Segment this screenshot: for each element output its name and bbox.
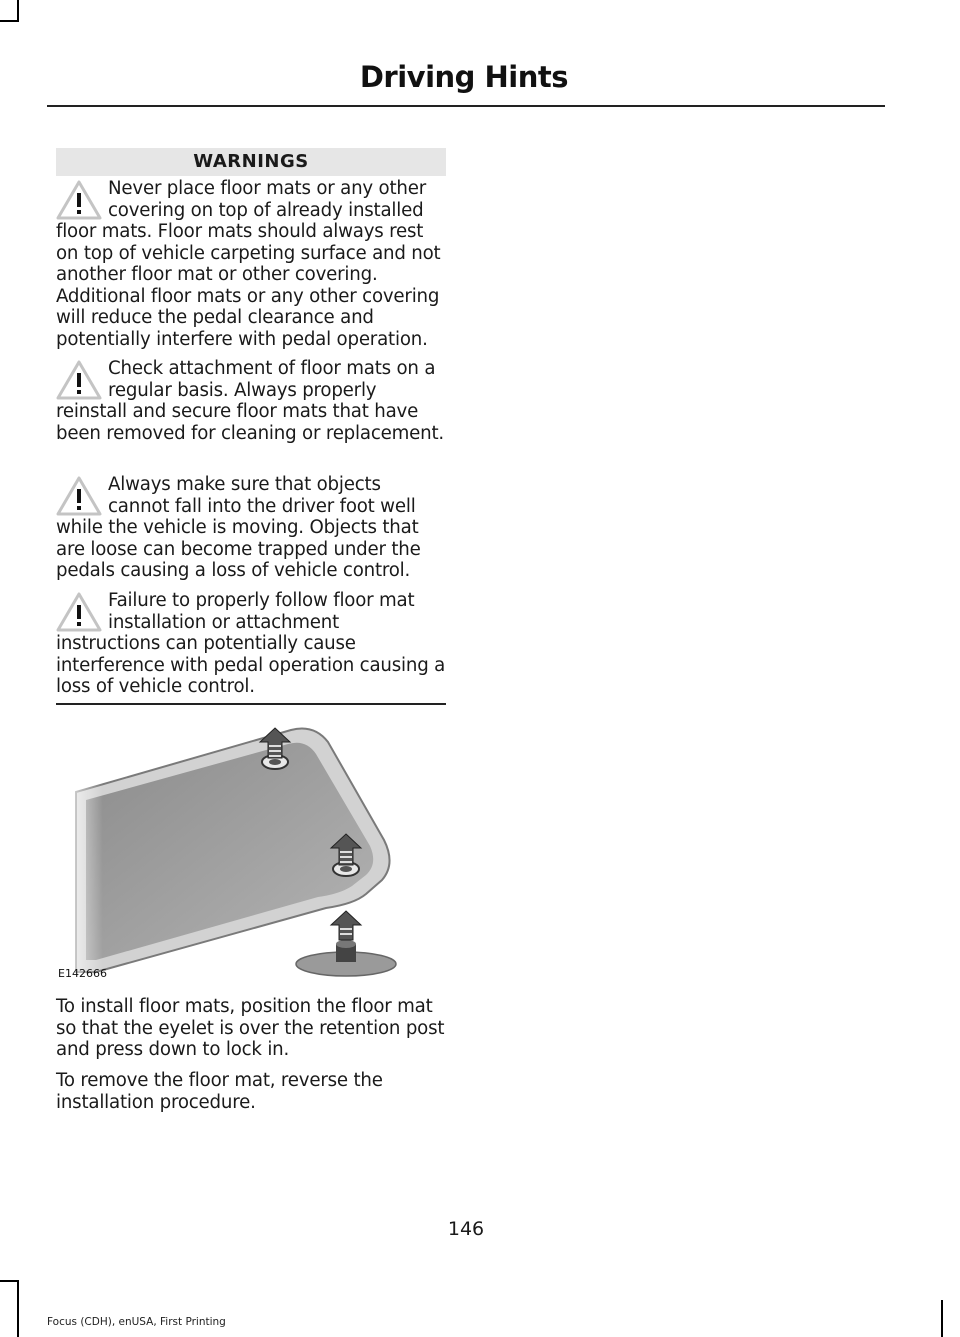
warning-item	[56, 178, 446, 350]
header-divider	[47, 105, 885, 107]
warning-triangle-icon	[56, 592, 102, 632]
warning-text: Never place floor mats or any other covering on top of already installed floor mats. Floor mats should always rest on top of vehicle carpeting surface and not another floor mat or other covering. Additional floor mats or any other covering will reduce the pedal clearance and potentially interfere with pedal operation.	[56, 178, 441, 350]
crop-mark	[17, 1280, 19, 1337]
figure-code: E142666	[58, 967, 107, 980]
warning-text: Check attachment of floor mats on a regular basis. Always properly reinstall and secure floor mats that have been removed for cleaning or replacement.	[56, 358, 444, 444]
crop-mark	[17, 0, 19, 20]
warning-triangle-icon	[56, 476, 102, 516]
footer-text: Focus (CDH), enUSA, First Printing	[47, 1316, 226, 1328]
warning-triangle-icon	[56, 180, 102, 220]
floor-mat-illustration	[56, 722, 446, 984]
warning-text: Always make sure that objects cannot fall into the driver foot well while the vehicle is moving. Objects that are loose can become trapped under the pedals causing a loss of vehicle control.	[56, 474, 421, 581]
floor-mat-drawing	[56, 722, 446, 984]
warning-text: Failure to properly follow floor mat installation or attachment instructions can potentially cause interference with pedal operation causing a loss of vehicle control.	[56, 590, 446, 697]
crop-mark	[941, 1300, 943, 1337]
warnings-heading: WARNINGS	[56, 148, 446, 176]
body-paragraph: To remove the floor mat, reverse the installation procedure.	[56, 1070, 383, 1113]
warnings-end-divider	[56, 703, 446, 705]
body-paragraph: To install floor mats, position the floor mat so that the eyelet is over the retention post and press down to lock in.	[56, 996, 445, 1060]
warning-item	[56, 358, 446, 444]
page-title: Driving Hints	[359, 60, 568, 94]
crop-mark	[0, 1280, 19, 1282]
crop-mark	[0, 20, 19, 22]
warning-item	[56, 474, 446, 582]
warning-triangle-icon	[56, 360, 102, 400]
warning-item	[56, 590, 446, 698]
page-number: 146	[447, 1218, 485, 1240]
